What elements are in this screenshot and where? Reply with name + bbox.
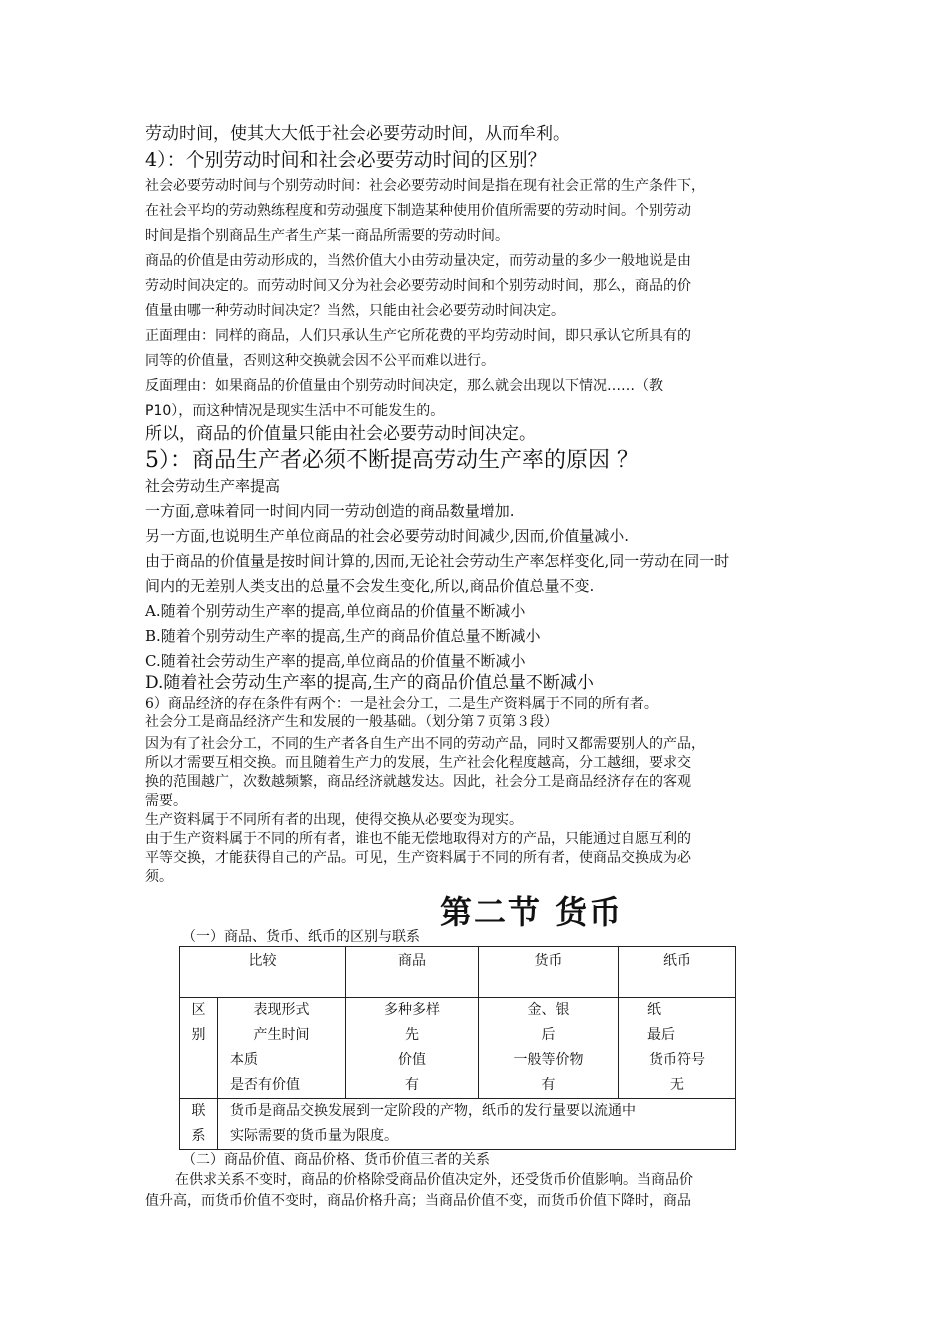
text-line: 时间是指个别商品生产者生产某一商品所需要的劳动时间。 [145,228,509,244]
table-row [180,1073,736,1099]
header-cell: 商品 [346,947,479,998]
text-line: 在供求关系不变时，商品的价格除受商品价值决定外，还受货币价值影响。当商品价 [175,1172,693,1188]
text-line: 由于商品的价值量是按时间计算的,因而,无论社会劳动生产率怎样变化,同一劳动在同一时 [145,552,730,570]
header-cell: 比较 [180,947,346,998]
subheading: （二）商品价值、商品价格、货币价值三者的关系 [182,1152,490,1168]
table-cell: 最后 [619,1023,736,1048]
link-label: 系 [191,1128,206,1144]
text-line: P10），而这种情况是现实生活中不可能发生的。 [145,403,445,419]
text-line: 平等交换，才能获得自己的产品。可见，生产资料属于不同的所有者，使商品交换成为必 [145,850,691,866]
text-line: 值升高，而货币价值不变时，商品价格升高；当商品价值不变，而货币价值下降时，商品 [145,1193,691,1209]
table-cell: 有 [479,1073,619,1099]
group-label-cell [180,998,218,1099]
table-cell: 有 [346,1073,479,1099]
text-line: 需要。 [145,793,187,809]
table-caption: （一）商品、货币、纸币的区别与联系 [182,929,420,945]
text-line: 社会劳动生产率提高 [145,477,281,495]
heading-5: 5）：商品生产者必须不断提高劳动生产率的原因 ？ [145,448,639,473]
text-line: 须。 [145,869,173,885]
text-line: 同等的价值量，否则这种交换就会因不公平而难以进行。 [145,353,495,369]
table-cell: 价值 [346,1048,479,1073]
text-line: 换的范围越广，次数越频繁，商品经济就越发达。因此，社会分工是商品经济存在的客观 [145,774,691,790]
table-row [180,998,736,1024]
option-d: D.随着社会劳动生产率的提高,生产的商品价值总量不断减小 [145,673,594,693]
text-line: 社会必要劳动时间与个别劳动时间：社会必要劳动时间是指在现有社会正常的生产条件下， [145,178,705,194]
heading-4: 4）：个别劳动时间和社会必要劳动时间的区别？ [145,149,547,171]
table-cell: 纸 [619,998,736,1024]
table-row [180,1048,736,1073]
text-line: 商品的价值是由劳动形成的，当然价值大小由劳动量决定，而劳动量的多少一般地说是由 [145,253,691,269]
text-line: 正面理由：同样的商品，人们只承认生产它所花费的平均劳动时间，即只承认它所具有的 [145,328,691,344]
table-cell: 金、银 [479,998,619,1024]
text-line: 所以才需要互相交换。而且随着生产力的发展，生产社会化程度越高，分工越细，要求交 [145,755,691,771]
text-line: 值量由哪一种劳动时间决定？当然，只能由社会必要劳动时间决定。 [145,303,565,319]
text-line: 一方面,意味着同一时间内同一劳动创造的商品数量增加. [145,502,515,520]
text-line: 反面理由：如果商品的价值量由个别劳动时间决定，那么就会出现以下情况……（教 [145,378,663,394]
header-cell: 货币 [479,947,619,998]
option-a: A.随着个别劳动生产率的提高,单位商品的价值量不断减小 [145,602,526,620]
row-label: 表现形式 [218,998,346,1024]
text-line: 劳动时间决定的。而劳动时间又分为社会必要劳动时间和个别劳动时间，那么，商品的价 [145,278,691,294]
section-title: 第二节 货币 [440,893,624,931]
table-row [180,1023,736,1048]
option-c: C.随着社会劳动生产率的提高,单位商品的价值量不断减小 [145,652,526,670]
link-label-cell [180,1099,218,1150]
link-text: 实际需要的货币量为限度。 [230,1128,398,1144]
table-cell: 货币符号 [619,1048,736,1073]
text-line: 生产资料属于不同所有者的出现，使得交换从必要变为现实。 [145,812,523,828]
text-line: 因为有了社会分工，不同的生产者各自生产出不同的劳动产品，同时又都需要别人的产品， [145,736,705,752]
table-cell: 无 [619,1073,736,1099]
table-cell: 后 [479,1023,619,1048]
row-label: 本质 [218,1048,346,1073]
text-line: 另一方面,也说明生产单位商品的社会必要劳动时间减少,因而,价值量减小. [145,527,630,545]
text-line: 所以，商品的价值量只能由社会必要劳动时间决定。 [145,424,536,444]
row-label: 产生时间 [218,1023,346,1048]
table-link-row [180,1099,736,1150]
table-cell: 多种多样 [346,998,479,1024]
text-line: 6）商品经济的存在条件有两个：一是社会分工，二是生产资料属于不同的所有者。 [145,696,658,712]
link-label: 联 [191,1103,206,1119]
option-b: B.随着个别劳动生产率的提高,生产的商品价值总量不断减小 [145,627,541,645]
text-line: 间内的无差别人类支出的总量不会发生变化,所以,商品价值总量不变. [145,577,595,595]
group-label: 别 [191,1027,206,1043]
text-line: 在社会平均的劳动熟练程度和劳动强度下制造某种使用价值所需要的劳动时间。个别劳动 [145,203,691,219]
table-header-row [180,947,736,998]
row-label: 是否有价值 [218,1073,346,1099]
header-cell: 纸币 [619,947,736,998]
text-line: 社会分工是商品经济产生和发展的一般基础。（划分第７页第３段） [145,714,558,730]
link-text: 货币是商品交换发展到一定阶段的产物，纸币的发行量要以流通中 [230,1103,636,1119]
comparison-table [179,946,736,1150]
table-cell: 先 [346,1023,479,1048]
text-line: 劳动时间，使其大大低于社会必要劳动时间，从而牟利。 [145,124,570,144]
text-line: 由于生产资料属于不同的所有者，谁也不能无偿地取得对方的产品，只能通过自愿互利的 [145,831,691,847]
link-text-cell [218,1099,736,1150]
table-cell: 一般等价物 [479,1048,619,1073]
group-label: 区 [191,1002,206,1018]
